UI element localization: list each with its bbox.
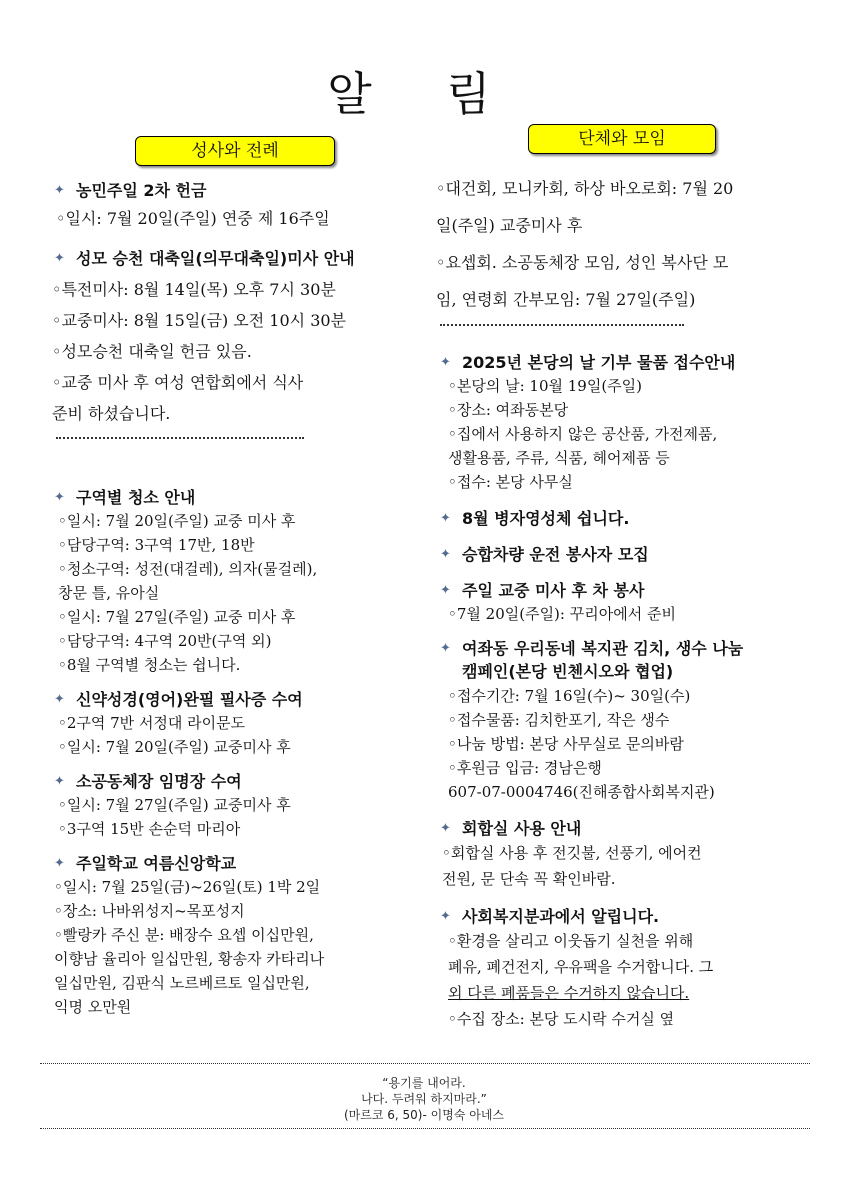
section-heading: ✦ 회합실 사용 안내 bbox=[440, 819, 582, 838]
text-line: 이향남 율리아 일십만원, 황송자 카타리나 bbox=[54, 950, 325, 968]
bullet-icon: ✦ bbox=[54, 692, 65, 707]
bullet-icon: ✦ bbox=[54, 774, 65, 789]
quote-line: “용기를 내어라. bbox=[382, 1076, 466, 1090]
text-line: 익명 오만원 bbox=[54, 998, 132, 1016]
quote-line: (마르코 6, 50)- 이명숙 아네스 bbox=[344, 1108, 504, 1122]
text-line: 생활용품, 주류, 식품, 헤어제품 등 bbox=[448, 449, 670, 467]
text-line: ◦일시: 7월 20일(주일) 교중 미사 후 bbox=[58, 512, 296, 530]
section-heading-continued: 캠페인(본당 빈첸시오와 협업) bbox=[462, 662, 674, 681]
footer-divider-top bbox=[40, 1063, 810, 1064]
text-line: ◦장소: 나바위성지~목포성지 bbox=[54, 902, 245, 920]
text-line: 폐유, 폐건전지, 우유팩을 수거합니다. 그 bbox=[448, 958, 714, 976]
text-line: ◦회합실 사용 후 전깃불, 선풍기, 에어컨 bbox=[442, 844, 702, 862]
text-line: ◦나눔 방법: 본당 사무실로 문의바람 bbox=[448, 735, 684, 753]
section-heading: ✦ 신약성경(영어)완필 필사증 수여 bbox=[54, 690, 303, 709]
text-line: ◦후원금 입금: 경남은행 bbox=[448, 759, 602, 777]
text-line: ◦담당구역: 3구역 17반, 18반 bbox=[58, 536, 255, 554]
text-line: ◦접수물품: 김치한포기, 작은 생수 bbox=[448, 711, 670, 729]
section-heading: ✦ 소공동체장 임명장 수여 bbox=[54, 772, 242, 791]
bullet-icon: ✦ bbox=[440, 909, 451, 924]
text-line: ◦요셉회. 소공동체장 모임, 성인 복사단 모 bbox=[436, 253, 729, 272]
quote-line: 나다. 두려워 하지마라.” bbox=[361, 1092, 487, 1106]
scripture-quote bbox=[0, 1075, 848, 1123]
text-line: ◦일시: 7월 27일(주일) 교중 미사 후 bbox=[58, 608, 296, 626]
text-line: ◦대건회, 모니카회, 하상 바오로회: 7월 20 bbox=[436, 179, 734, 198]
section-heading: ✦ 2025년 본당의 날 기부 물품 접수안내 bbox=[440, 353, 736, 372]
bullet-icon: ✦ bbox=[440, 641, 451, 656]
text-line: ◦교중미사: 8월 15일(금) 오전 10시 30분 bbox=[52, 311, 347, 330]
text-line: ◦3구역 15반 손순덕 마리아 bbox=[58, 820, 241, 838]
text-line: ◦접수기간: 7월 16일(수)~ 30일(수) bbox=[448, 687, 691, 705]
bullet-icon: ✦ bbox=[440, 821, 451, 836]
text-line: ◦8월 구역별 청소는 쉽니다. bbox=[58, 656, 241, 674]
section-heading: ✦ 사회복지분과에서 알립니다. bbox=[440, 907, 660, 926]
text-line: ◦수집 장소: 본당 도시락 수거실 옆 bbox=[448, 1010, 675, 1028]
right-column bbox=[436, 170, 816, 1032]
text-line: ◦본당의 날: 10월 19일(주일) bbox=[448, 377, 643, 395]
page-title: 알 림 bbox=[327, 67, 521, 121]
text-line: ◦일시: 7월 25일(금)~26일(토) 1박 2일 bbox=[54, 878, 321, 896]
section-heading: ✦ 주일 교중 미사 후 차 봉사 bbox=[440, 581, 645, 600]
text-line: ◦접수: 본당 사무실 bbox=[448, 473, 573, 491]
text-line: ◦담당구역: 4구역 20반(구역 외) bbox=[58, 632, 272, 650]
bullet-icon: ✦ bbox=[54, 490, 65, 505]
text-line: 전원, 문 단속 꼭 확인바람. bbox=[442, 870, 616, 888]
text-line: ◦성모승천 대축일 헌금 있음. bbox=[52, 342, 252, 361]
section-heading: ✦ 농민주일 2차 헌금 bbox=[54, 181, 207, 200]
divider bbox=[56, 437, 304, 439]
text-line: ◦환경을 살리고 이웃돕기 실천을 위해 bbox=[448, 932, 694, 950]
text-line: ◦일시: 7월 20일(주일) 연중 제 16주일 bbox=[56, 209, 330, 228]
divider bbox=[440, 324, 684, 326]
text-line: ◦7월 20일(주일): 꾸리아에서 준비 bbox=[448, 605, 676, 623]
section-heading: ✦ 주일학교 여름신앙학교 bbox=[54, 854, 237, 873]
bullet-icon: ✦ bbox=[440, 355, 451, 370]
text-line: ◦빨랑카 주신 분: 배장수 요셉 이십만원, bbox=[54, 926, 314, 944]
text-line: 외 다른 폐품들은 수거하지 않습니다. bbox=[448, 984, 690, 1002]
text-line: 준비 하셨습니다. bbox=[52, 404, 171, 423]
groups-badge: 단체와 모임 bbox=[528, 124, 716, 154]
text-line: ◦청소구역: 성전(대걸레), 의자(물걸레), bbox=[58, 560, 318, 578]
bullet-icon: ✦ bbox=[440, 583, 451, 598]
section-heading: ✦ 성모 승천 대축일(의무대축일)미사 안내 bbox=[54, 249, 355, 268]
text-line: 창문 틀, 유아실 bbox=[58, 584, 160, 602]
text-line: ◦2구역 7반 서정대 라이문도 bbox=[58, 714, 246, 732]
text-line: ◦장소: 여좌동본당 bbox=[448, 401, 569, 419]
left-column bbox=[50, 180, 430, 1019]
bullet-icon: ✦ bbox=[440, 511, 451, 526]
text-line: ◦특전미사: 8월 14일(목) 오후 7시 30분 bbox=[52, 280, 336, 299]
text-line: ◦일시: 7월 20일(주일) 교중미사 후 bbox=[58, 738, 291, 756]
text-line: ◦교중 미사 후 여성 연합회에서 식사 bbox=[52, 373, 304, 392]
bullet-icon: ✦ bbox=[54, 856, 65, 871]
bullet-icon: ✦ bbox=[440, 547, 451, 562]
bullet-icon: ✦ bbox=[54, 251, 65, 266]
section-heading: ✦ 승합차량 운전 봉사자 모집 bbox=[440, 545, 649, 564]
section-heading: ✦ 구역별 청소 안내 bbox=[54, 488, 196, 507]
text-line: ◦집에서 사용하지 않은 공산품, 가전제품, bbox=[448, 425, 718, 443]
footer-divider-bottom bbox=[40, 1128, 810, 1129]
liturgy-badge: 성사와 전례 bbox=[135, 136, 335, 166]
bullet-icon: ✦ bbox=[54, 183, 65, 198]
text-line: 일(주일) 교중미사 후 bbox=[436, 216, 583, 235]
text-line: 일십만원, 김판식 노르베르토 일십만원, bbox=[54, 974, 310, 992]
section-heading: ✦ 8월 병자영성체 쉽니다. bbox=[440, 509, 630, 528]
text-line: ◦일시: 7월 27일(주일) 교중미사 후 bbox=[58, 796, 291, 814]
text-line: 607-07-0004746(진해종합사회복지관) bbox=[448, 783, 715, 801]
section-heading: ✦ 여좌동 우리동네 복지관 김치, 생수 나눔 bbox=[440, 639, 744, 658]
text-line: 임, 연령회 간부모임: 7월 27일(주일) bbox=[436, 290, 696, 309]
